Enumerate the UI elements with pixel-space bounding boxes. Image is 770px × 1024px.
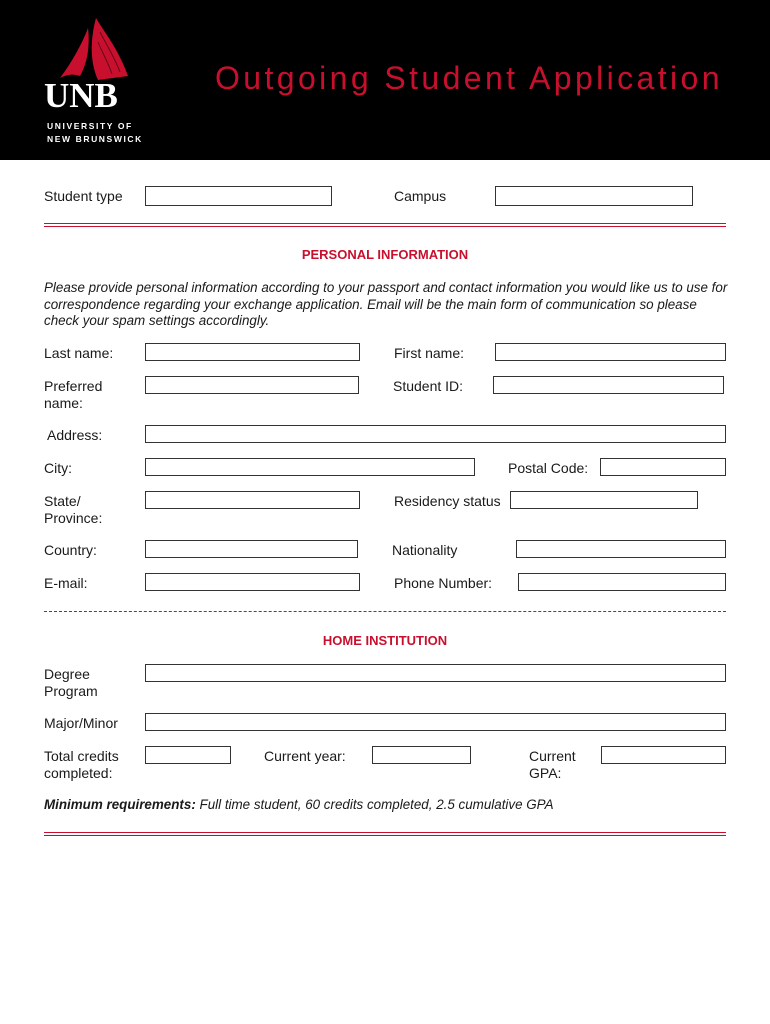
logo-subtitle-line2: NEW BRUNSWICK bbox=[47, 133, 143, 144]
nationality-label: Nationality bbox=[392, 542, 458, 558]
preferred-name-label bbox=[44, 378, 102, 411]
campus-field[interactable] bbox=[495, 186, 693, 206]
campus-label: Campus bbox=[394, 188, 447, 204]
degree-program-label bbox=[44, 666, 98, 699]
page-title: Outgoing Student Application bbox=[215, 60, 723, 96]
credits-label-line2: completed: bbox=[44, 764, 113, 781]
current-gpa-label bbox=[529, 748, 576, 781]
preferred-name-label-line2: name: bbox=[44, 394, 83, 411]
first-name-label: First name: bbox=[394, 345, 465, 361]
gpa-label-line1: Current bbox=[529, 748, 576, 764]
postal-code-field[interactable] bbox=[600, 458, 726, 476]
postal-code-label: Postal Code: bbox=[508, 460, 589, 476]
country-label: Country: bbox=[44, 542, 97, 558]
current-year-label: Current year: bbox=[264, 748, 346, 764]
minimum-requirements bbox=[44, 797, 554, 812]
address-field[interactable] bbox=[145, 425, 726, 443]
residency-status-field[interactable] bbox=[510, 491, 698, 509]
state-label-line1: State/ bbox=[44, 493, 81, 509]
bottom-divider bbox=[44, 832, 726, 836]
personal-instructions: Please provide personal information according to your passport and contact information you would like us to use for correspondence regarding your exchange application. Email will be the main form of communication so please check your spam settings accordingly. bbox=[44, 280, 728, 328]
student-id-label: Student ID: bbox=[393, 378, 464, 394]
home-institution-heading: HOME INSTITUTION bbox=[322, 633, 448, 648]
phone-number-label: Phone Number: bbox=[394, 575, 493, 591]
major-minor-label: Major/Minor bbox=[44, 715, 118, 731]
current-gpa-field[interactable] bbox=[601, 746, 726, 764]
requirements-heading: Minimum requirements: bbox=[44, 797, 196, 812]
dashed-divider bbox=[44, 611, 726, 612]
state-label-line2: Province: bbox=[44, 509, 103, 526]
page-header bbox=[0, 0, 770, 160]
credits-label-line1: Total credits bbox=[44, 748, 119, 764]
degree-program-field[interactable] bbox=[145, 664, 726, 682]
logo-subtitle-line1: UNIVERSITY OF bbox=[47, 121, 133, 131]
phone-number-field[interactable] bbox=[518, 573, 726, 591]
degree-label-line2: Program bbox=[44, 682, 98, 699]
logo-wordmark: UNB bbox=[44, 76, 118, 115]
requirements-text: Full time student, 60 credits completed, 2.5 cumulative GPA bbox=[195, 797, 554, 812]
address-label: Address: bbox=[47, 427, 103, 443]
state-province-label bbox=[44, 493, 102, 526]
email-label: E-mail: bbox=[44, 575, 88, 591]
preferred-name-field[interactable] bbox=[145, 376, 359, 394]
logo-subtitle bbox=[47, 120, 143, 145]
unb-sail-logo-icon bbox=[60, 18, 132, 80]
student-id-field[interactable] bbox=[493, 376, 724, 394]
first-name-field[interactable] bbox=[495, 343, 726, 361]
nationality-field[interactable] bbox=[516, 540, 726, 558]
country-field[interactable] bbox=[145, 540, 358, 558]
total-credits-field[interactable] bbox=[145, 746, 231, 764]
personal-information-heading: PERSONAL INFORMATION bbox=[301, 247, 469, 262]
last-name-field[interactable] bbox=[145, 343, 360, 361]
student-type-field[interactable] bbox=[145, 186, 332, 206]
state-province-field[interactable] bbox=[145, 491, 360, 509]
degree-label-line1: Degree bbox=[44, 666, 90, 682]
last-name-label: Last name: bbox=[44, 345, 114, 361]
major-minor-field[interactable] bbox=[145, 713, 726, 731]
city-label: City: bbox=[44, 460, 72, 476]
gpa-label-line2: GPA: bbox=[529, 764, 562, 781]
section-divider bbox=[44, 223, 726, 227]
city-field[interactable] bbox=[145, 458, 475, 476]
residency-status-label: Residency status bbox=[394, 493, 501, 509]
email-field[interactable] bbox=[145, 573, 360, 591]
total-credits-label bbox=[44, 748, 119, 781]
current-year-field[interactable] bbox=[372, 746, 471, 764]
preferred-name-label-line1: Preferred bbox=[44, 378, 103, 394]
student-type-label: Student type bbox=[44, 188, 123, 204]
